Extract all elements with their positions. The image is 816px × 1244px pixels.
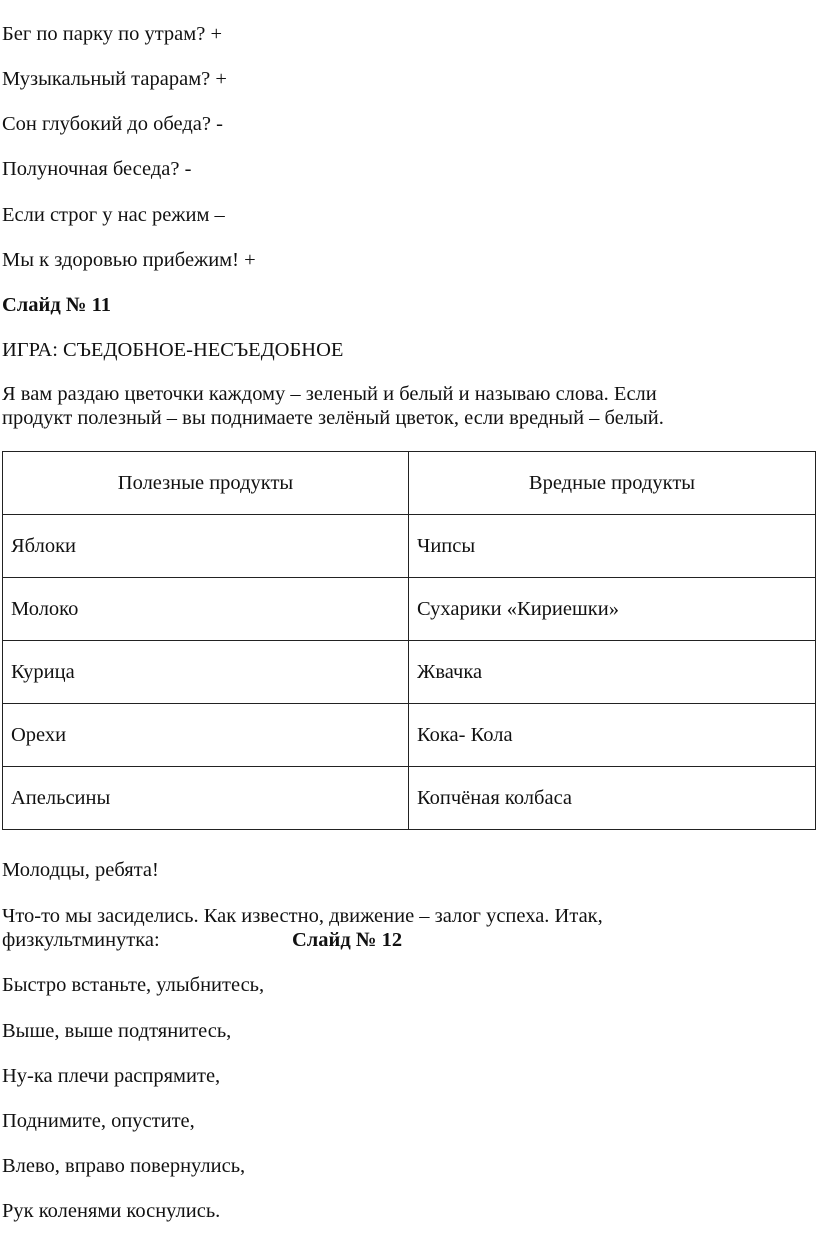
poem-line: Бег по парку по утрам? + [2, 23, 223, 45]
praise-text: Молодцы, ребята! [2, 859, 159, 881]
healthy-product-cell: Курица [3, 641, 409, 704]
poem-line: Музыкальный тарарам? + [2, 68, 227, 90]
exercise-line: Поднимите, опустите, [2, 1110, 195, 1132]
exercise-intro-line-2 [2, 928, 802, 952]
game-title: ИГРА: СЪЕДОБНОЕ-НЕСЪЕДОБНОЕ [2, 339, 344, 361]
healthy-product-cell: Яблоки [3, 515, 409, 578]
healthy-product-cell: Орехи [3, 704, 409, 767]
poem-line: Если строг у нас режим – [2, 204, 225, 226]
instructions-paragraph [2, 382, 802, 430]
exercise-intro-paragraph [2, 904, 802, 952]
table-row [3, 578, 816, 641]
poem-line: Сон глубокий до обеда? - [2, 113, 223, 135]
table-row [3, 641, 816, 704]
exercise-intro-line: Что-то мы засиделись. Как известно, движение – залог успеха. Итак, [2, 905, 603, 927]
header-harmful-products: Вредные продукты [409, 452, 816, 515]
table-row [3, 767, 816, 830]
slide-11-heading: Слайд № 11 [2, 294, 111, 316]
poem-line: Мы к здоровью прибежим! + [2, 249, 256, 271]
header-healthy-products: Полезные продукты [3, 452, 409, 515]
instructions-line: Я вам раздаю цветочки каждому – зеленый и белый и называю слова. Если [2, 383, 657, 405]
instructions-line: продукт полезный – вы поднимаете зелёный цветок, если вредный – белый. [2, 407, 664, 429]
poem-line: Полуночная беседа? - [2, 158, 192, 180]
harmful-product-cell: Жвачка [409, 641, 816, 704]
exercise-line: Рук коленями коснулись. [2, 1200, 221, 1222]
exercise-line: Выше, выше подтянитесь, [2, 1020, 232, 1042]
exercise-line: Быстро встаньте, улыбнитесь, [2, 974, 265, 996]
table-row [3, 515, 816, 578]
healthy-product-cell: Апельсины [3, 767, 409, 830]
table-header-row [3, 452, 816, 515]
harmful-product-cell: Чипсы [409, 515, 816, 578]
exercise-intro-label: физкультминутка: [2, 929, 160, 951]
harmful-product-cell: Сухарики «Кириешки» [409, 578, 816, 641]
exercise-line: Влево, вправо повернулись, [2, 1155, 246, 1177]
exercise-line: Ну-ка плечи распрямите, [2, 1065, 221, 1087]
slide-12-heading: Слайд № 12 [292, 929, 403, 951]
harmful-product-cell: Копчёная колбаса [409, 767, 816, 830]
products-table [2, 451, 816, 830]
healthy-product-cell: Молоко [3, 578, 409, 641]
harmful-product-cell: Кока- Кола [409, 704, 816, 767]
table-row [3, 704, 816, 767]
